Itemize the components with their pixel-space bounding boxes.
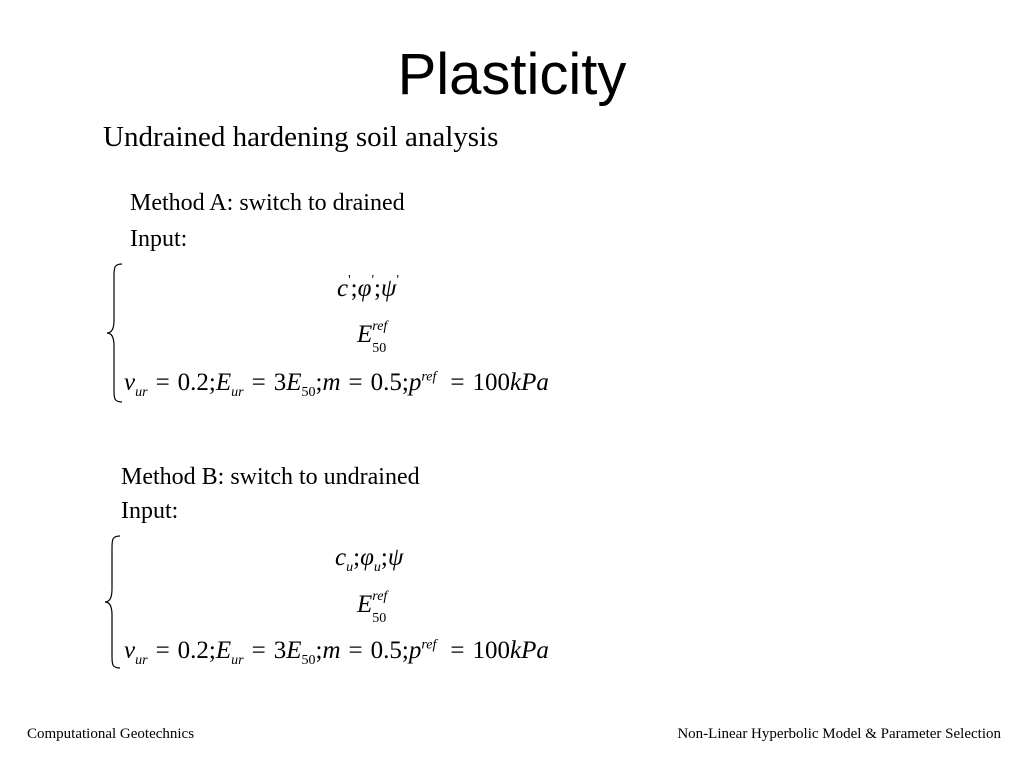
- slide-subtitle: Undrained hardening soil analysis: [103, 121, 499, 153]
- footer-left-text: Computational Geotechnics: [27, 726, 195, 742]
- method-b-input-label: Input:: [121, 498, 179, 524]
- method-a-strength-params: c';φ';ψ': [337, 273, 399, 302]
- slide-title: Plasticity: [397, 42, 627, 107]
- method-b-parameters-line: $\nu_{ur}$ = $0.2;E_{ur}$ = $3E_{50};m$ = $0.5;p^{ref} = 100kPa$: [124, 637, 549, 668]
- method-b-strength-params: $c_u;\varphi_u;\psi$: [335, 544, 404, 575]
- method-a-brace: [106, 262, 126, 404]
- method-a-input-label: Input:: [130, 226, 188, 252]
- method-b-heading: Method B: switch to undrained: [121, 464, 420, 490]
- method-b-brace: [104, 534, 124, 670]
- method-a-stiffness-e50: E ref 50: [357, 319, 388, 356]
- method-a-parameters-line: $\nu_{ur}$ = $0.2;E_{ur}$ = $3E_{50};m$ = $0.5;p^{ref} = 100kPa$: [124, 369, 549, 400]
- method-a-heading: Method A: switch to drained: [130, 190, 405, 216]
- method-b-stiffness-e50: E ref 50: [357, 589, 388, 626]
- footer-right-text: Non-Linear Hyperbolic Model & Parameter Selection: [677, 726, 1001, 742]
